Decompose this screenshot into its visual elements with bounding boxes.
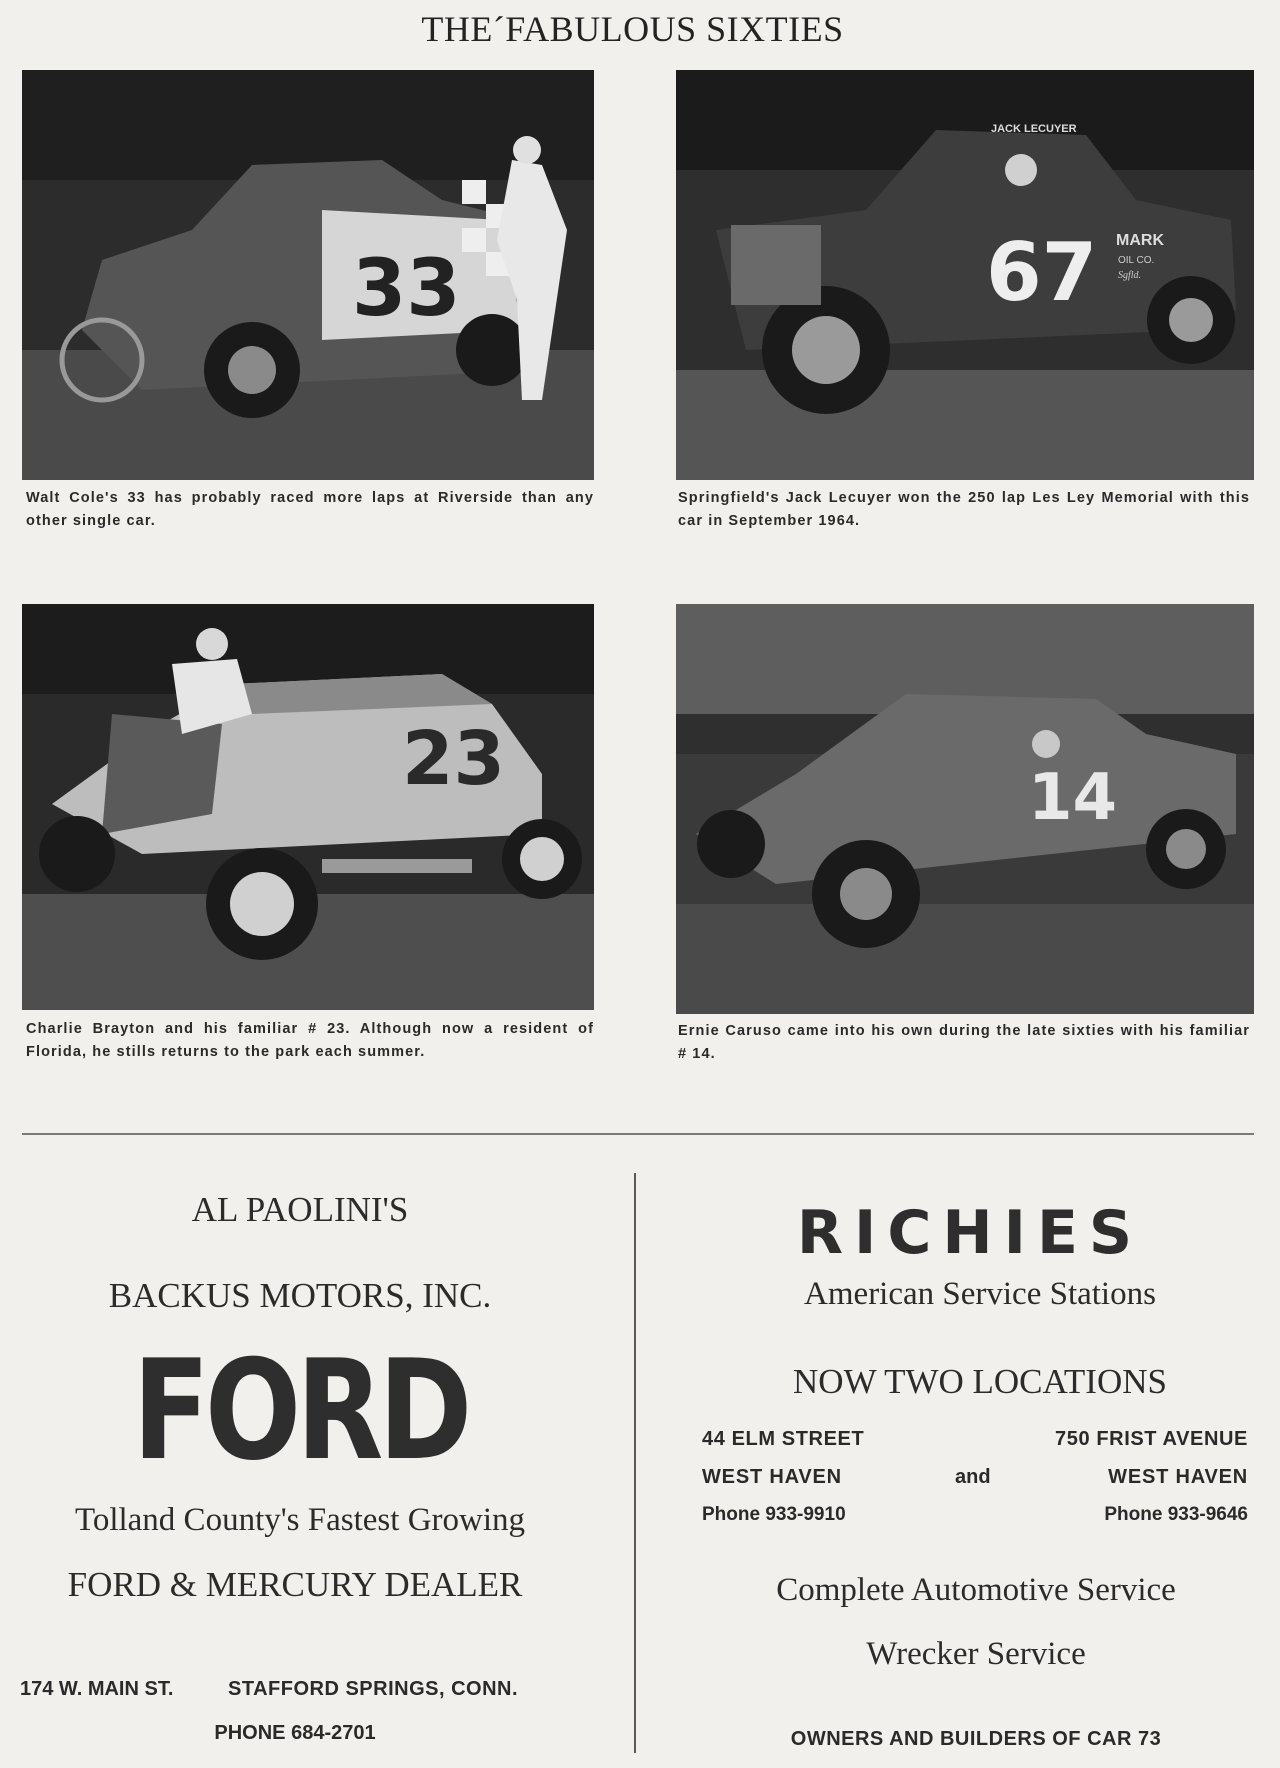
location2-street: 750 FRIST AVENUE xyxy=(1055,1428,1248,1450)
section-divider xyxy=(22,1133,1254,1135)
car-lettering-driver: JACK LECUYER xyxy=(991,123,1077,135)
ad-service-wrecker: Wrecker Service xyxy=(866,1636,1086,1672)
car-number-67: 67 xyxy=(986,226,1098,319)
car-lettering-city: Sgfld. xyxy=(1118,270,1142,281)
location2-city: WEST HAVEN xyxy=(1108,1466,1248,1488)
location1-phone: Phone 933-9910 xyxy=(702,1504,846,1525)
locations-connector: and xyxy=(955,1466,991,1488)
car-number-23: 23 xyxy=(402,716,505,802)
ad-richies-subtitle: American Service Stations xyxy=(804,1276,1156,1312)
ad-headline: NOW TWO LOCATIONS xyxy=(793,1362,1167,1401)
photo-car-23 xyxy=(22,604,594,1010)
photo-car-33 xyxy=(22,70,594,480)
car-number-14: 14 xyxy=(1028,761,1118,835)
ad-owner: AL PAOLINI'S xyxy=(191,1190,409,1229)
photo-car-14 xyxy=(676,604,1254,1014)
ad-footer: OWNERS AND BUILDERS OF CAR 73 xyxy=(790,1728,1162,1750)
ad-brand-ford: FORD xyxy=(132,1330,468,1491)
ad-divider xyxy=(634,1173,636,1753)
ad-city: STAFFORD SPRINGS, CONN. xyxy=(228,1678,519,1700)
caption-car-33: Walt Cole's 33 has probably raced more laps at Riverside than any other single car. xyxy=(26,490,594,529)
ad-tagline: Tolland County's Fastest Growing xyxy=(74,1502,526,1538)
location1-city: WEST HAVEN xyxy=(702,1466,842,1488)
car-number-33: 33 xyxy=(352,244,461,334)
ad-service-complete: Complete Automotive Service xyxy=(776,1572,1176,1608)
page-title: THE´FABULOUS SIXTIES xyxy=(421,9,844,49)
ad-richies-name: RICHIES xyxy=(796,1198,1144,1268)
location2-phone: Phone 933-9646 xyxy=(1104,1504,1248,1525)
caption-car-67: Springfield's Jack Lecuyer won the 250 lap Les Ley Memorial with this car in September 1964. xyxy=(678,490,1250,529)
ad-phone: PHONE 684-2701 xyxy=(214,1722,376,1744)
car-lettering-oil: OIL CO. xyxy=(1118,255,1155,266)
ad-street: 174 W. MAIN ST. xyxy=(20,1678,174,1700)
photo-car-67 xyxy=(676,70,1254,480)
caption-car-14: Ernie Caruso came into his own during the late sixties with his familiar # 14. xyxy=(678,1023,1250,1062)
car-lettering-sponsor: MARK xyxy=(1116,232,1164,249)
ad-company: BACKUS MOTORS, INC. xyxy=(108,1276,492,1315)
ad-dealer: FORD & MERCURY DEALER xyxy=(67,1565,523,1604)
caption-car-23: Charlie Brayton and his familiar # 23. Although now a resident of Florida, he stills returns to the park each summer. xyxy=(26,1021,594,1060)
location1-street: 44 ELM STREET xyxy=(702,1428,865,1450)
